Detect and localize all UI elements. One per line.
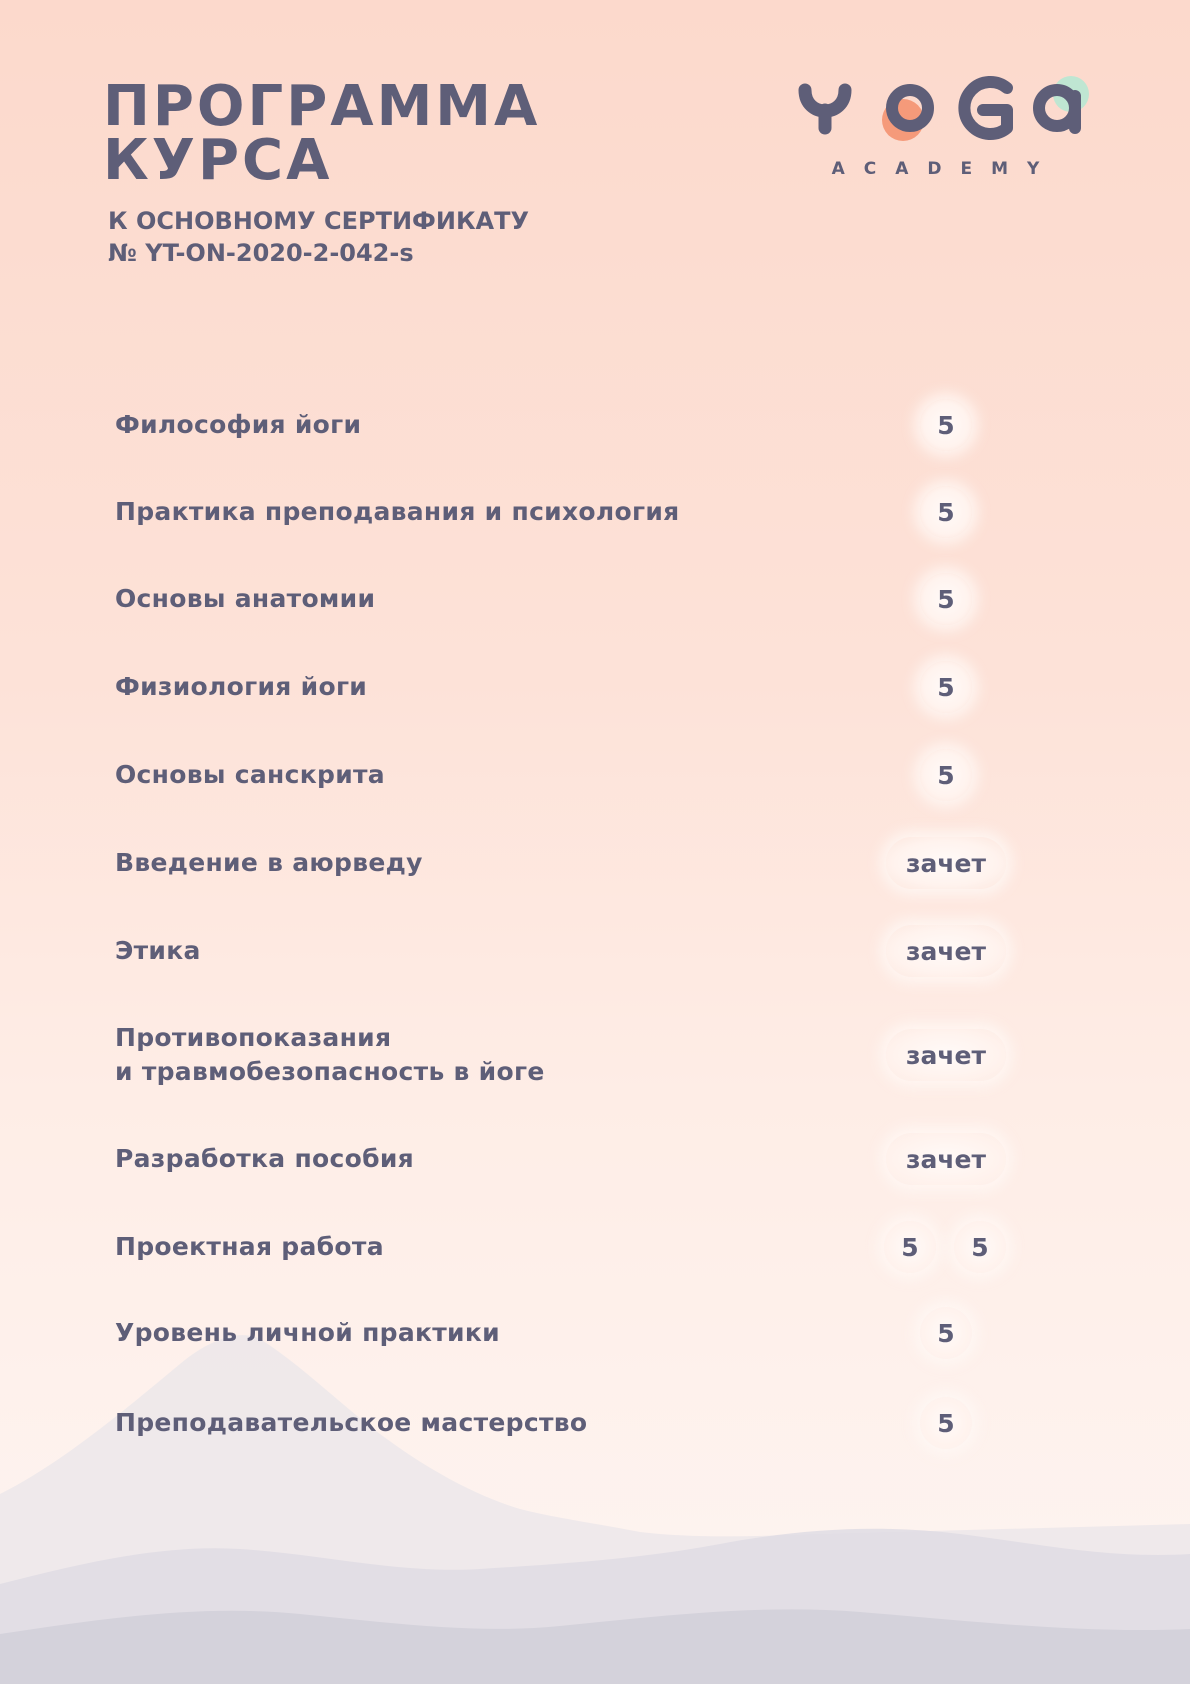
subject-row <box>115 670 1015 704</box>
subject-label <box>115 1142 414 1176</box>
subject-label <box>115 1316 500 1350</box>
certificate-number: № YT-ON-2020-2-042-s <box>108 239 414 267</box>
subject-label-line: Противопоказания <box>115 1023 392 1052</box>
subject-label-line: Проектная работа <box>115 1232 384 1261</box>
page-title <box>103 74 541 193</box>
subject-label <box>115 758 385 792</box>
subject-row <box>115 1142 1015 1176</box>
subject-label-line: Физиология йоги <box>115 672 368 701</box>
grade-badge: 5 <box>920 486 972 538</box>
subject-row <box>115 846 1015 880</box>
subject-label-line: Философия йоги <box>115 410 362 439</box>
subject-label-line: Основы анатомии <box>115 584 376 613</box>
title-line-1: ПРОГРАММА <box>103 74 541 139</box>
grade-badge: зачет <box>886 1029 1006 1081</box>
subject-row <box>115 1021 1015 1089</box>
grade-badge: 5 <box>920 399 972 451</box>
grade-badge: 5 <box>920 573 972 625</box>
grade-badge: 5 <box>920 1397 972 1449</box>
subject-row <box>115 1230 1015 1264</box>
grade-badge: 5 <box>884 1221 936 1273</box>
subject-row <box>115 495 1015 529</box>
subtitle-line-1: К ОСНОВНОМУ СЕРТИФИКАТУ <box>108 207 530 235</box>
subject-label <box>115 408 361 442</box>
subject-label-line: Этика <box>115 936 201 965</box>
subject-label <box>115 934 201 968</box>
subject-label-line: Введение в аюрведу <box>115 848 423 877</box>
subject-label-line: Преподавательское мастерство <box>115 1408 588 1437</box>
subject-label-line: Основы санскрита <box>115 760 385 789</box>
grade-badge: 5 <box>954 1221 1006 1273</box>
subject-label <box>115 495 680 529</box>
grade-badge: зачет <box>886 837 1006 889</box>
grade-badge: 5 <box>920 661 972 713</box>
subject-row <box>115 934 1015 968</box>
subject-label <box>115 582 375 616</box>
subject-label-line: Практика преподавания и психология <box>115 497 680 526</box>
grade-badge: зачет <box>886 1133 1006 1185</box>
logo-academy-text: ACADEMY <box>831 159 1059 179</box>
subject-label <box>115 1230 384 1264</box>
subject-label-line: и травмобезопасность в йоге <box>115 1057 545 1086</box>
grade-badge: зачет <box>886 925 1006 977</box>
grade-badge: 5 <box>920 749 972 801</box>
subject-label <box>115 846 423 880</box>
subject-row <box>115 1316 1015 1350</box>
grade-badge: 5 <box>920 1307 972 1359</box>
subject-label-line: Уровень личной практики <box>115 1318 500 1347</box>
subject-label-line: Разработка пособия <box>115 1144 415 1173</box>
subject-row <box>115 408 1015 442</box>
certificate-subtitle <box>108 205 529 269</box>
subject-row <box>115 1406 1015 1440</box>
title-line-2: КУРСА <box>103 128 333 193</box>
subject-label <box>115 1021 545 1089</box>
yoga-academy-logo <box>795 70 1095 180</box>
subject-row <box>115 758 1015 792</box>
subject-label <box>115 670 367 704</box>
subject-row <box>115 582 1015 616</box>
subject-label <box>115 1406 587 1440</box>
